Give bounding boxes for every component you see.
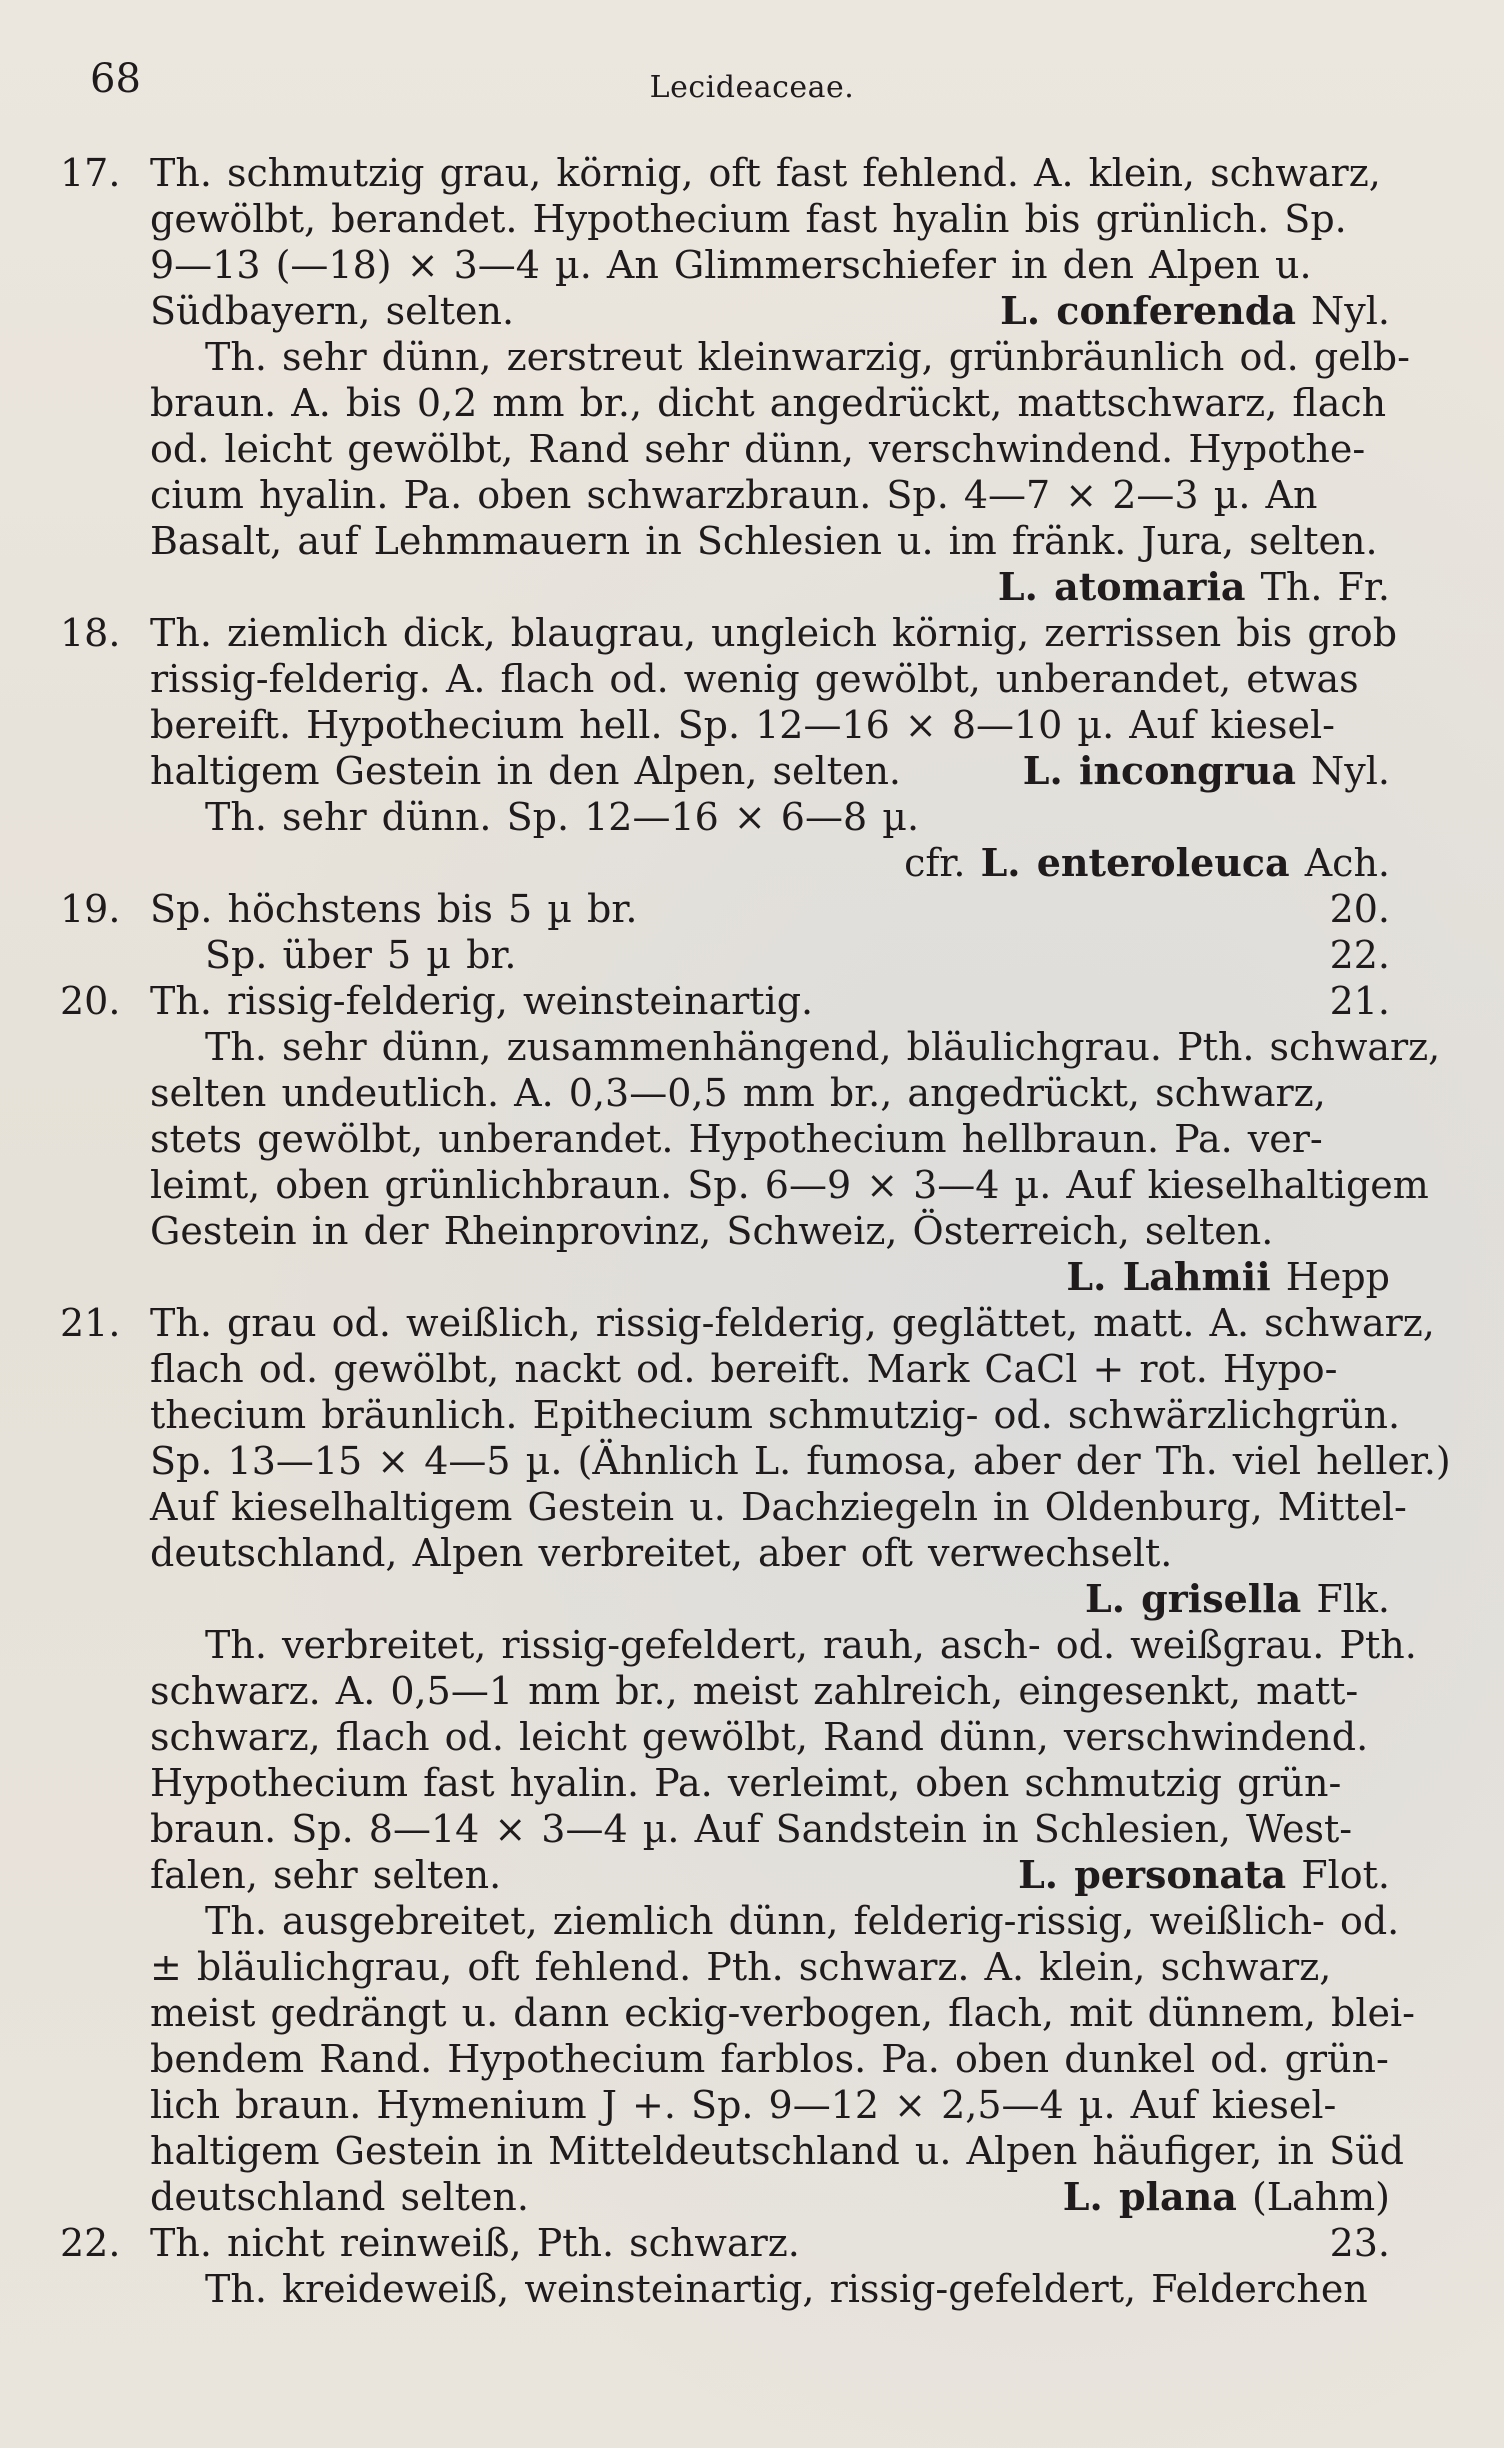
line-text: ± bläulichgrau, oft fehlend. Pth. schwarz. A. klein, schwarz, bbox=[150, 1945, 1332, 1989]
text-line bbox=[60, 1024, 1450, 1070]
text-line bbox=[60, 932, 1450, 978]
text-line bbox=[60, 2220, 1450, 2266]
species-author: (Lahm) bbox=[1236, 2175, 1390, 2219]
line-text: Th. grau od. weißlich, rissig-felderig, geglättet, matt. A. schwarz, bbox=[150, 1301, 1435, 1345]
text-line bbox=[60, 1438, 1450, 1484]
line-text: Th. schmutzig grau, körnig, oft fast fehlend. A. klein, schwarz, bbox=[150, 151, 1381, 195]
text-line bbox=[60, 1070, 1450, 1116]
line-text: selten undeutlich. A. 0,3—0,5 mm br., angedrückt, schwarz, bbox=[150, 1071, 1326, 1115]
species-author: Nyl. bbox=[1295, 289, 1390, 333]
species-name: L. atomaria bbox=[997, 564, 1246, 609]
key-number: 19. bbox=[60, 887, 121, 931]
line-text: flach od. gewölbt, nackt od. bereift. Mark CaCl + rot. Hypo- bbox=[150, 1347, 1338, 1391]
species-author: Flot. bbox=[1286, 1853, 1390, 1897]
species-author: Ach. bbox=[1289, 841, 1390, 885]
text-line bbox=[60, 564, 1450, 610]
key-reference: 23. bbox=[1329, 2221, 1390, 2265]
text-line bbox=[60, 288, 1450, 334]
species-label bbox=[1023, 748, 1390, 794]
line-text: Th. verbreitet, rissig-gefeldert, rauh, asch- od. weißgrau. Pth. bbox=[205, 1623, 1417, 1667]
line-text: falen, sehr selten. bbox=[150, 1853, 502, 1897]
species-name: L. grisella bbox=[1085, 1576, 1302, 1621]
line-text: Südbayern, selten. bbox=[150, 289, 515, 333]
line-text: od. leicht gewölbt, Rand sehr dünn, verschwindend. Hypothe- bbox=[150, 427, 1366, 471]
line-text: haltigem Gestein in Mitteldeutschland u. Alpen häufiger, in Süd bbox=[150, 2129, 1404, 2173]
text-line bbox=[60, 2082, 1450, 2128]
text-line bbox=[60, 656, 1450, 702]
line-text: cium hyalin. Pa. oben schwarzbraun. Sp. 4—7 × 2—3 µ. An bbox=[150, 473, 1318, 517]
text-line bbox=[60, 2174, 1450, 2220]
species-author: Flk. bbox=[1301, 1577, 1390, 1621]
key-reference: 20. bbox=[1329, 887, 1390, 931]
line-text: thecium bräunlich. Epithecium schmutzig- od. schwärzlichgrün. bbox=[150, 1393, 1401, 1437]
species-name: L. plana bbox=[1062, 2174, 1237, 2219]
line-text: Auf kieselhaltigem Gestein u. Dachziegeln in Oldenburg, Mittel- bbox=[150, 1485, 1407, 1529]
text-line bbox=[60, 748, 1450, 794]
line-text: Sp. über 5 µ br. bbox=[205, 933, 517, 977]
species-name: L. incongrua bbox=[1022, 748, 1296, 793]
line-text: bendem Rand. Hypothecium farblos. Pa. oben dunkel od. grün- bbox=[150, 2037, 1389, 2081]
species-name: L. enteroleuca bbox=[980, 840, 1290, 885]
text-line bbox=[60, 702, 1450, 748]
line-text: Th. sehr dünn, zerstreut kleinwarzig, grünbräunlich od. gelb- bbox=[205, 335, 1410, 379]
text-line bbox=[60, 1622, 1450, 1668]
line-text: Th. sehr dünn, zusammenhängend, bläulichgrau. Pth. schwarz, bbox=[205, 1025, 1441, 1069]
line-text: Sp. höchstens bis 5 µ br. bbox=[150, 887, 638, 931]
text-line bbox=[60, 978, 1450, 1024]
text-line bbox=[60, 1990, 1450, 2036]
text-line bbox=[60, 1852, 1450, 1898]
page-number: 68 bbox=[90, 56, 141, 102]
text-line bbox=[60, 1484, 1450, 1530]
text-line bbox=[60, 1254, 1450, 1300]
line-text: braun. A. bis 0,2 mm br., dicht angedrückt, mattschwarz, flach bbox=[150, 381, 1387, 425]
text-line bbox=[60, 426, 1450, 472]
species-author: Th. Fr. bbox=[1245, 565, 1390, 609]
text-line bbox=[60, 1576, 1450, 1622]
species-name: L. personata bbox=[1018, 1852, 1287, 1897]
line-text: 9—13 (—18) × 3—4 µ. An Glimmerschiefer in den Alpen u. bbox=[150, 243, 1312, 287]
line-text: Th. rissig-felderig, weinsteinartig. bbox=[150, 979, 814, 1023]
text-line bbox=[60, 472, 1450, 518]
species-label bbox=[1000, 288, 1390, 334]
line-text: braun. Sp. 8—14 × 3—4 µ. Auf Sandstein in Schlesien, West- bbox=[150, 1807, 1353, 1851]
line-text: Th. sehr dünn. Sp. 12—16 × 6—8 µ. bbox=[205, 795, 920, 839]
text-line bbox=[60, 1530, 1450, 1576]
line-text: Th. nicht reinweiß, Pth. schwarz. bbox=[150, 2221, 800, 2265]
text-line bbox=[60, 1392, 1450, 1438]
text-line bbox=[60, 1300, 1450, 1346]
line-text: Th. ausgebreitet, ziemlich dünn, felderig-rissig, weißlich- od. bbox=[205, 1899, 1400, 1943]
species-label bbox=[1063, 2174, 1390, 2220]
text-line bbox=[60, 242, 1450, 288]
key-number: 18. bbox=[60, 611, 121, 655]
species-prefix: cfr. bbox=[904, 841, 981, 885]
line-text: rissig-felderig. A. flach od. wenig gewölbt, unberandet, etwas bbox=[150, 657, 1359, 701]
text-line bbox=[60, 2128, 1450, 2174]
text-line bbox=[60, 518, 1450, 564]
key-reference: 22. bbox=[1329, 933, 1390, 977]
line-text: Sp. 13—15 × 4—5 µ. (Ähnlich L. fumosa, aber der Th. viel heller.) bbox=[150, 1439, 1451, 1483]
line-text: lich braun. Hymenium J +. Sp. 9—12 × 2,5—4 µ. Auf kiesel- bbox=[150, 2083, 1337, 2127]
text-line bbox=[60, 840, 1450, 886]
line-text: Hypothecium fast hyalin. Pa. verleimt, oben schmutzig grün- bbox=[150, 1761, 1342, 1805]
text-line bbox=[60, 380, 1450, 426]
line-text: Th. ziemlich dick, blaugrau, ungleich körnig, zerrissen bis grob bbox=[150, 611, 1398, 655]
page-header bbox=[0, 56, 1504, 116]
line-text: stets gewölbt, unberandet. Hypothecium hellbraun. Pa. ver- bbox=[150, 1117, 1323, 1161]
key-number: 22. bbox=[60, 2221, 121, 2265]
line-text: bereift. Hypothecium hell. Sp. 12—16 × 8—10 µ. Auf kiesel- bbox=[150, 703, 1335, 747]
line-text: gewölbt, berandet. Hypothecium fast hyalin bis grünlich. Sp. bbox=[150, 197, 1347, 241]
page-body bbox=[60, 150, 1450, 2312]
species-name: L. conferenda bbox=[1000, 288, 1296, 333]
species-name: L. Lahmii bbox=[1066, 1254, 1271, 1299]
species-author: Nyl. bbox=[1295, 749, 1390, 793]
text-line bbox=[60, 886, 1450, 932]
key-number: 21. bbox=[60, 1301, 121, 1345]
line-text: haltigem Gestein in den Alpen, selten. bbox=[150, 749, 902, 793]
text-line bbox=[60, 1116, 1450, 1162]
text-line bbox=[60, 1760, 1450, 1806]
line-text: deutschland, Alpen verbreitet, aber oft verwechselt. bbox=[150, 1531, 1173, 1575]
text-line bbox=[60, 2036, 1450, 2082]
key-reference: 21. bbox=[1329, 979, 1390, 1023]
text-line bbox=[60, 610, 1450, 656]
line-text: Gestein in der Rheinprovinz, Schweiz, Österreich, selten. bbox=[150, 1209, 1274, 1253]
text-line bbox=[60, 1668, 1450, 1714]
key-number: 20. bbox=[60, 979, 121, 1023]
line-text: schwarz. A. 0,5—1 mm br., meist zahlreich, eingesenkt, matt- bbox=[150, 1669, 1359, 1713]
text-line bbox=[60, 1346, 1450, 1392]
line-text: Th. kreideweiß, weinsteinartig, rissig-gefeldert, Felderchen bbox=[205, 2267, 1368, 2311]
line-text: deutschland selten. bbox=[150, 2175, 529, 2219]
text-line bbox=[60, 794, 1450, 840]
key-number: 17. bbox=[60, 151, 121, 195]
text-line bbox=[60, 1898, 1450, 1944]
line-text: leimt, oben grünlichbraun. Sp. 6—9 × 3—4 µ. Auf kieselhaltigem bbox=[150, 1163, 1429, 1207]
text-line bbox=[60, 150, 1450, 196]
running-head: Lecideaceae. bbox=[649, 70, 855, 105]
species-label bbox=[1018, 1852, 1390, 1898]
line-text: Basalt, auf Lehmmauern in Schlesien u. im fränk. Jura, selten. bbox=[150, 519, 1378, 563]
text-line bbox=[60, 2266, 1450, 2312]
line-text: meist gedrängt u. dann eckig-verbogen, flach, mit dünnem, blei- bbox=[150, 1991, 1415, 2035]
text-line bbox=[60, 1208, 1450, 1254]
text-line bbox=[60, 334, 1450, 380]
text-line bbox=[60, 1806, 1450, 1852]
text-line bbox=[60, 196, 1450, 242]
species-author: Hepp bbox=[1270, 1255, 1390, 1299]
text-line bbox=[60, 1714, 1450, 1760]
text-line bbox=[60, 1944, 1450, 1990]
text-line bbox=[60, 1162, 1450, 1208]
line-text: schwarz, flach od. leicht gewölbt, Rand dünn, verschwindend. bbox=[150, 1715, 1369, 1759]
